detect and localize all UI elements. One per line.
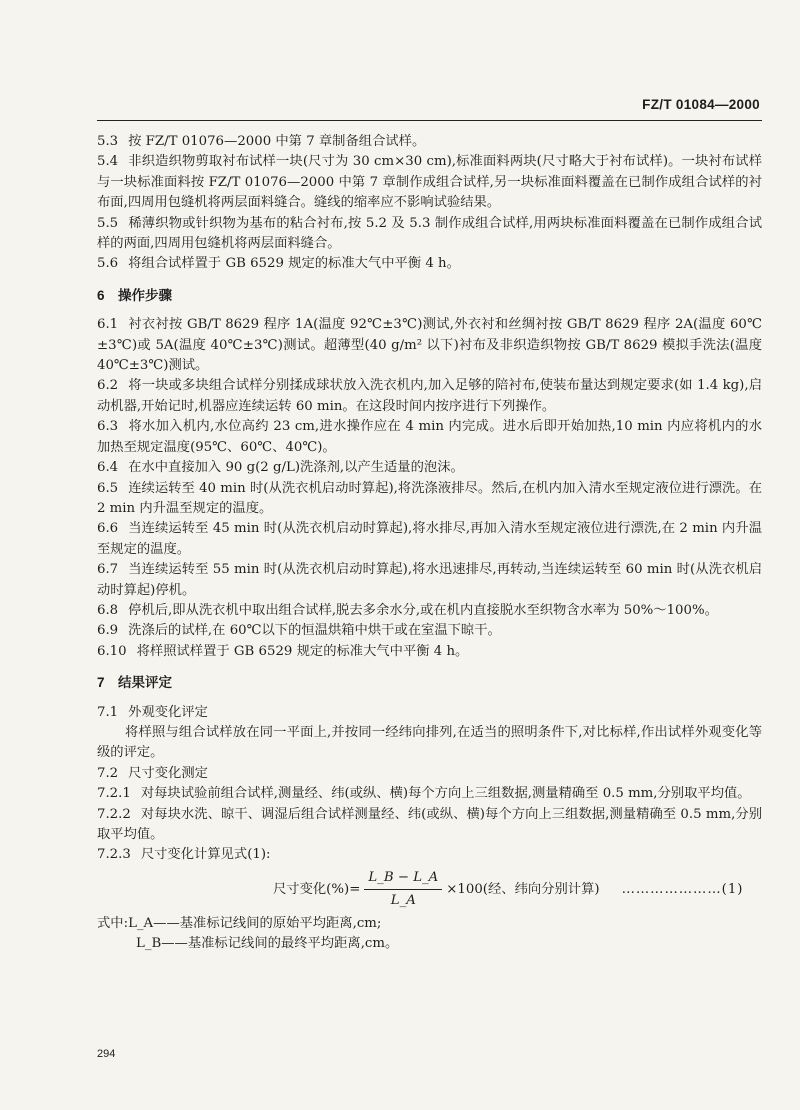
clause-text: 对每块水洗、晾干、调湿后组合试样测量经、纬(或纵、横)每个方向上三组数据,测量精确至 0.5 mm,分别取平均值。 xyxy=(97,806,762,842)
clause-number: 6.3 xyxy=(97,419,119,435)
formula-denominator: L_A xyxy=(390,893,416,909)
formula-fraction xyxy=(364,868,442,912)
clause-6-9 xyxy=(97,621,762,641)
clause-6-10 xyxy=(97,642,762,662)
clause-text: 衬衣衬按 GB/T 8629 程序 1A(温度 92℃±3℃)测试,外衣衬和丝绸衬按 GB/T 8629 程序 2A(温度 60℃±3℃)或 5A(温度 40℃±3℃)测试。超薄型(40 g/m² 以下)衬布及非织造织物按 GB/T 8629 模拟手洗法(温度 40℃±3℃)测试。 xyxy=(97,317,762,374)
clause-text: 当连续运转至 45 min 时(从洗衣机启动时算起),将水排尽,再加入清水至规定液位进行漂洗,在 2 min 内升温至规定的温度。 xyxy=(97,521,762,557)
formula-where-line-1: 式中:L_A——基准标记线间的原始平均距离,cm; xyxy=(97,915,382,931)
clause-text: 将样照试样置于 GB 6529 规定的标准大气中平衡 4 h。 xyxy=(136,643,469,659)
clause-6-6 xyxy=(97,519,762,560)
clause-number: 6.2 xyxy=(97,378,119,394)
formula-lhs: 尺寸变化(%)= xyxy=(273,881,361,897)
formula-1 xyxy=(273,868,762,912)
header-rule xyxy=(97,120,762,121)
clause-text: 尺寸变化计算见式(1): xyxy=(140,847,271,863)
clause-text: 停机后,即从洗衣机中取出组合试样,脱去多余水分,或在机内直接脱水至织物含水率为 50%～100%。 xyxy=(128,602,718,618)
clause-5-4 xyxy=(97,152,762,213)
formula-numerator: L_B − L_A xyxy=(364,868,442,890)
clause-6-4 xyxy=(97,458,762,478)
clause-6-3 xyxy=(97,417,762,458)
clause-text: 在水中直接加入 90 g(2 g/L)洗涤剂,以产生适量的泡沫。 xyxy=(128,460,464,476)
paragraph-7-1: 将样照与组合试样放在同一平面上,并按同一经纬向排列,在适当的照明条件下,对比标样,作出试样外观变化等级的评定。 xyxy=(97,724,762,761)
clause-text: 按 FZ/T 01076—2000 中第 7 章制备组合试样。 xyxy=(128,134,426,149)
equation-number: …………………(1) xyxy=(621,881,744,897)
clause-7-2 xyxy=(97,764,762,784)
clause-text: 尺寸变化测定 xyxy=(128,765,208,781)
clause-number: 6.4 xyxy=(97,460,119,476)
clause-number: 7.2.1 xyxy=(97,786,131,802)
clause-number: 7.2 xyxy=(97,765,119,781)
section-7-heading: 7 结果评定 xyxy=(97,675,173,691)
formula-rhs: ×100(经、纬向分别计算) xyxy=(446,881,600,897)
clause-6-8 xyxy=(97,601,762,621)
clause-text: 外观变化评定 xyxy=(128,704,208,720)
clause-5-6 xyxy=(97,254,762,274)
clause-text: 当连续运转至 55 min 时(从洗衣机启动时算起),将水迅速排尽,再转动,当连续运转至 60 min 时(从洗衣机启动时算起)停机。 xyxy=(97,562,762,598)
clause-text: 洗涤后的试样,在 60℃以下的恒温烘箱中烘干或在室温下晾干。 xyxy=(128,623,501,639)
clause-number: 6.8 xyxy=(97,602,119,618)
clause-number: 7.1 xyxy=(97,704,119,720)
clause-text: 稀薄织物或针织物为基布的粘合衬布,按 5.2 及 5.3 制作成组合试样,用两块标准面料覆盖在已制作成组合试样的两面,四周用包缝机将两层面料缝合。 xyxy=(97,215,762,252)
clause-number: 7.2.3 xyxy=(97,847,131,863)
clause-number: 5.6 xyxy=(97,256,119,272)
clause-text: 连续运转至 40 min 时(从洗衣机启动时算起),将洗涤液排尽。然后,在机内加入清水至规定液位进行漂洗。在 2 min 内升温至规定的温度。 xyxy=(97,480,762,516)
clause-number: 7.2.2 xyxy=(97,806,131,822)
clause-number: 5.4 xyxy=(97,154,119,170)
clause-text: 将水加入机内,水位高约 23 cm,进水操作应在 4 min 内完成。进水后即开始加热,10 min 内应将机内的水加热至规定温度(95℃、60℃、40℃)。 xyxy=(97,419,762,455)
clause-text: 将一块或多块组合试样分别揉成球状放入洗衣机内,加入足够的陪衬布,使装布量达到规定要求(如 1.4 kg),启动机器,开始记时,机器应连续运转 60 min。在这段时间内按序进行下列操作。 xyxy=(97,378,762,414)
clause-5-3 xyxy=(97,132,762,152)
clause-number: 6.9 xyxy=(97,623,119,639)
clause-6-5 xyxy=(97,479,762,520)
page-number: 294 xyxy=(97,1048,116,1060)
clause-text: 对每块试验前组合试样,测量经、纬(或纵、横)每个方向上三组数据,测量精确至 0.5 mm,分别取平均值。 xyxy=(140,786,751,802)
clause-6-2 xyxy=(97,376,762,417)
clause-7-2-2 xyxy=(97,805,762,846)
clause-number: 6.10 xyxy=(97,643,127,659)
clause-5-5 xyxy=(97,214,762,255)
clause-number: 5.3 xyxy=(97,134,119,149)
standard-id-header: FZ/T 01084—2000 xyxy=(642,97,760,112)
clause-7-2-3 xyxy=(97,845,762,865)
clause-number: 6.6 xyxy=(97,521,119,537)
document-body xyxy=(97,132,762,954)
clause-text: 将组合试样置于 GB 6529 规定的标准大气中平衡 4 h。 xyxy=(128,256,460,272)
clause-number: 6.5 xyxy=(97,480,119,496)
clause-number: 5.5 xyxy=(97,215,119,231)
clause-number: 6.1 xyxy=(97,317,119,333)
clause-7-2-1 xyxy=(97,784,762,804)
clause-text: 非织造织物剪取衬布试样一块(尺寸为 30 cm×30 cm),标准面料两块(尺寸略大于衬布试样)。一块衬布试样与一块标准面料按 FZ/T 01076—2000 中第 7 章制作成组合试样,另一块标准面料覆盖在已制作成组合试样的衬布面,四周用包缝机将两层面料缝合。缝线的缩率应不影响试验结果。 xyxy=(97,154,762,211)
clause-7-1 xyxy=(97,703,762,723)
clause-6-1 xyxy=(97,315,762,376)
clause-number: 6.7 xyxy=(97,562,119,578)
clause-6-7 xyxy=(97,560,762,601)
formula-where-line-2: L_B——基准标记线间的最终平均距离,cm。 xyxy=(136,936,399,952)
section-6-heading: 6 操作步骤 xyxy=(97,287,173,303)
